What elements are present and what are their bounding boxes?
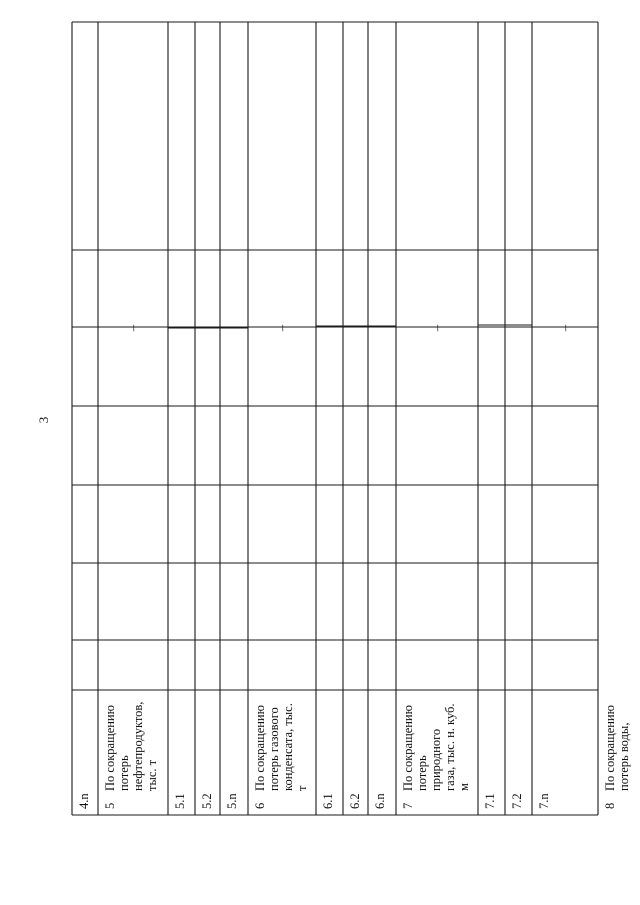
row-label-line: потерь воды, bbox=[617, 722, 631, 791]
page-number: 3 bbox=[36, 416, 51, 424]
dash-mark: – bbox=[430, 324, 444, 332]
row-number: 7.n bbox=[537, 793, 551, 809]
row-number: 6.2 bbox=[348, 793, 362, 809]
row-number: 5.2 bbox=[200, 793, 214, 809]
dash-mark: – bbox=[126, 324, 140, 332]
row-number: 7.2 bbox=[510, 793, 524, 809]
row-number: 5 bbox=[103, 802, 117, 809]
row-number: 6 bbox=[253, 802, 267, 809]
row-label-line: По сокращению bbox=[103, 705, 117, 791]
row-label-line: По сокращению bbox=[603, 705, 617, 791]
row-number: 5.1 bbox=[173, 793, 187, 809]
row-number: 5.n bbox=[225, 793, 239, 809]
row-number: 6.1 bbox=[321, 793, 335, 809]
row-number: 6.n bbox=[373, 793, 387, 809]
row-label-line: газа, тыс. н. куб. bbox=[443, 703, 457, 791]
row-label-line: природного bbox=[429, 728, 443, 791]
row-number: 4.n bbox=[77, 793, 91, 809]
row-label-line: нефтепродуктов, bbox=[131, 701, 145, 791]
row-label-line: м bbox=[457, 783, 471, 791]
row-label-line: По сокращению bbox=[253, 705, 267, 791]
row-label-line: конденсата, тыс. bbox=[281, 703, 295, 791]
row-label-line: По сокращению bbox=[401, 705, 415, 791]
row-number: 8 bbox=[603, 802, 617, 809]
row-label-line: потерь bbox=[415, 755, 429, 791]
dash-mark: – bbox=[275, 324, 289, 332]
row-number: 7.1 bbox=[483, 793, 497, 809]
row-label-line: тыс. т bbox=[145, 759, 159, 791]
row-label-line: потерь bbox=[117, 755, 131, 791]
row-label-line: т bbox=[295, 785, 309, 791]
dash-mark: – bbox=[558, 324, 572, 332]
row-label-line: потерь газового bbox=[267, 707, 281, 791]
row-number: 7 bbox=[401, 802, 415, 809]
